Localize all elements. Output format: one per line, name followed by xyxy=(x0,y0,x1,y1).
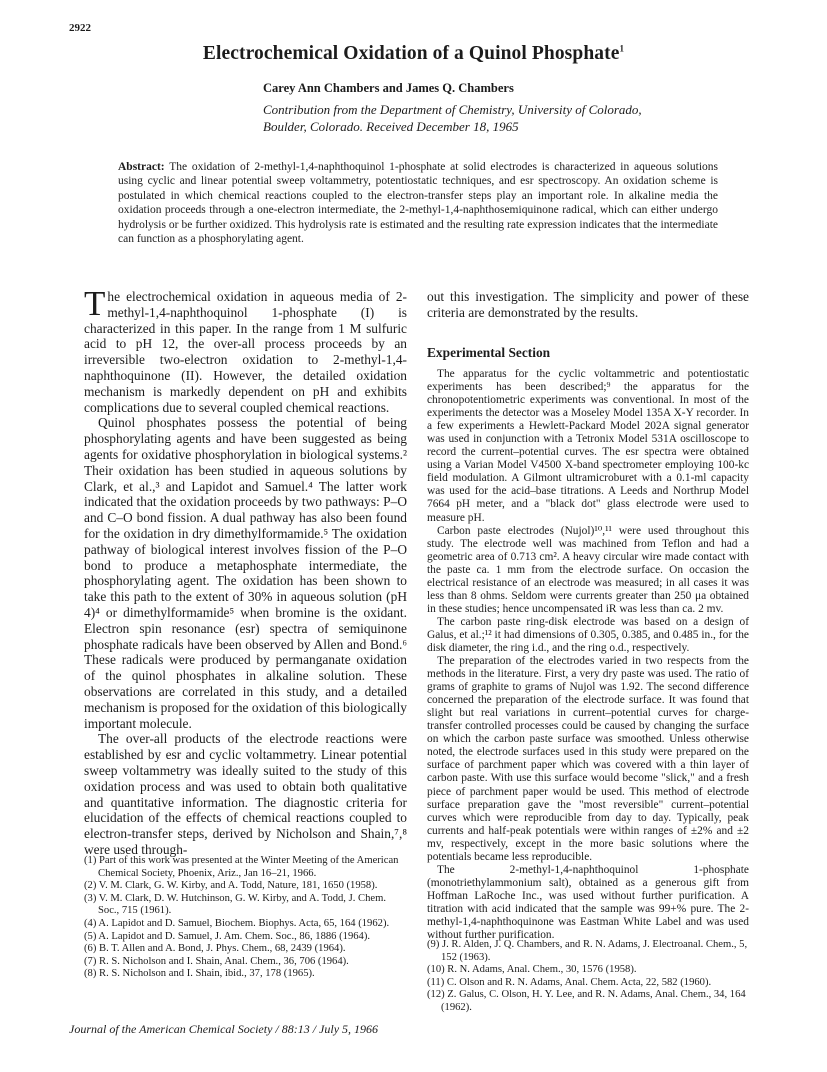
experimental-paragraph-3: The carbon paste ring-disk electrode was based on a design of Galus, et al.;¹² it had dimensions of 0.305, 0.385, and 0.485 in., for the disk diameter, the ring i.d., and the ring o.d., respectively. xyxy=(427,615,749,654)
footnote: (10) R. N. Adams, Anal. Chem., 30, 1576 (1958). xyxy=(427,964,637,976)
intro-paragraph-1 xyxy=(84,284,407,415)
footnote: (1) Part of this work was presented at the Winter Meeting of the American Chemical Society, Phoenix, Ariz., Jan 16–21, 1966. xyxy=(84,855,399,879)
journal-footer: Journal of the American Chemical Society / 88:13 / July 5, 1966 xyxy=(69,1022,379,1036)
experimental-section-body xyxy=(427,368,749,942)
footnote: (3) V. M. Clark, D. W. Hutchinson, G. W. Kirby, and A. Todd, J. Chem. Soc., 715 (1961). xyxy=(84,892,386,917)
article-title xyxy=(0,43,827,65)
footnote: (12) Z. Galus, C. Olson, H. Y. Lee, and R. N. Adams, Anal. Chem., 34, 164 (1962). xyxy=(427,989,746,1013)
abstract xyxy=(118,160,718,246)
footnote: (7) R. S. Nicholson and I. Shain, Anal. Chem., 36, 706 (1964). xyxy=(84,955,349,967)
footnotes-right xyxy=(427,939,749,1015)
intro-paragraph-2: Quinol phosphates possess the potential of being phosphorylating agents and have been suggested as being agents for oxidative phosphorylation in biological systems.² Their oxidation has been studied in aqueous solutions by Clark, et al.,³ and Lapidot and Samuel.⁴ The latter work indicated that the oxidation proceeds by two pathways: P–O and C–O bond fission. A dual pathway has also been found for the oxidation in dry dimethylformamide.⁵ The oxidation pathway of biological interest involves fission of the P–O bond to produce a metaphosphate intermediate, the phosphorylating agent. The oxidation has been shown to take this path to the extent of 30% in aqueous solution (pH 4)⁴ or dimethylformamide⁵ when bromine is the oxidant. Electron spin resonance (esr) spectra of semiquinone phosphate radicals have been observed by Allen and Bond.⁶ These radicals were produced by permanganate oxidation of the quinol phosphates in alkaline solution. These observations are correlated in this study, and a detailed mechanism is proposed for the oxidation of this biologically important molecule. xyxy=(84,415,407,731)
drop-cap: T xyxy=(84,284,106,323)
experimental-paragraph-2: Carbon paste electrodes (Nujol)¹⁰,¹¹ were used throughout this study. The electrode well was machined from Teflon and had a geometric area of 0.713 cm². A heavy circular wire made contact with the paste ca. 1 mm from the electrode surface. On occasion the electrical resistance of an electrode was measured; in all cases it was less than 8 ohms. Seldom were currents greater than 250 μa obtained in these studies; hence uncompensated iR was less than ca. 2 mv. xyxy=(427,524,749,615)
affiliation xyxy=(263,101,743,135)
authors: Carey Ann Chambers and James Q. Chambers xyxy=(263,81,514,95)
left-column-body xyxy=(84,284,407,858)
experimental-paragraph-4: The preparation of the electrodes varied in two respects from the methods in the literature. First, a very dry paste was used. The ratio of grams of graphite to grams of Nujol was 1.92. The second difference concerned the preparation of the electrode surface. It was found that slight but real variations in current–potential curves for charge-transfer controlled processes could be caused by changing the surface on which the carbon paste surface was smoothed. Unless otherwise noted, the electrode surfaces used in this study were prepared on the surface of parchment paper which was covered with a thin layer of carbon paste. With use this surface would become "slick," and a fresh piece of parchment paper would be used. This method of electrode surface preparation gave the "most reversible" current–potential curves which were reproducible from day to day. Typically, peak currents and half-peak potentials were within ranges of ±2% and ±2 mv, respectively, except in the more basic solutions where the potentials became less reproducible. xyxy=(427,655,749,863)
intro-paragraph-3: The over-all products of the electrode reactions were established by esr and cyclic voltammetry. Linear potential sweep voltammetry was ideally suited to the study of this oxidation process and was used to obtain both qualitative and quantitative information. The diagnostic criteria for elucidation of the effects of chemical reactions coupled to electron-transfer steps, derived by Nicholson and Shain,⁷,⁸ were used through- xyxy=(84,731,407,857)
footnotes-left xyxy=(84,855,407,981)
title-text: Electrochemical Oxidation of a Quinol Phosphate xyxy=(202,43,620,64)
footnote: (5) A. Lapidot and D. Samuel, J. Am. Chem. Soc., 86, 1886 (1964). xyxy=(84,930,371,942)
abstract-text: The oxidation of 2-methyl-1,4-naphthoquinol 1-phosphate at solid electrodes is characterized in aqueous solutions using cyclic and linear potential sweep voltammetry, potentiostatic techniques, and esr spectroscopy. An oxidation scheme is postulated in which chemical reactions coupled to the electron-transfer steps play an important role. In alkaline media the oxidation proceeds through a one-electron intermediate, the 2-methyl-1,4-naphthosemiquinone radical, which can either undergo hydrolysis or be further oxidized. This hydrolysis rate is estimated and the resulting rate expression indicates that the intermediate can function as a phosphorylating agent. xyxy=(118,161,718,246)
intro-paragraph-1-text: he electrochemical oxidation in aqueous media of 2-methyl-1,4-naphthoquinol 1-phosphate (I) is characterized in this paper. In the range from 1 M sulfuric acid to pH 12, the over-all process proceeds by an irreversible two-electron oxidation to 2-methyl-1,4-naphthoquinone (II). However, the detailed oxidation mechanism is markedly dependent on pH and exhibits complications due to several coupled chemical reactions. xyxy=(84,289,407,415)
right-column-intro: out this investigation. The simplicity and power of these criteria are demonstrated by the results. xyxy=(427,289,749,320)
affiliation-line-2: Boulder, Colorado. Received December 18, 1965 xyxy=(263,119,519,134)
experimental-paragraph-1: The apparatus for the cyclic voltammetric and potentiostatic experiments has been described;⁹ the apparatus for the chronopotentiometric experiments was conventional. In most of the experiments the detector was a Moseley Model 135A X-Y recorder. In a few experiments a Hewlett-Packard Model 202A signal generator was used in conjunction with a Tetronix Model 531A oscilloscope to record the current–potential curves. The esr spectra were obtained using a Varian Model V4500 X-band spectrometer employing 100-kc field modulation. A Gilmont ultramicroburet with a 0.1-ml capacity was used for the acid–base titrations. A Leeds and Northrup Model 7664 pH meter, and a "black dot" glass electrode were used to measure pH. xyxy=(427,368,749,524)
abstract-label: Abstract: xyxy=(118,161,165,173)
affiliation-line-1: Contribution from the Department of Chemistry, University of Colorado, xyxy=(263,102,642,117)
footnote: (2) V. M. Clark, G. W. Kirby, and A. Todd, Nature, 181, 1650 (1958). xyxy=(84,880,378,892)
footnote: (4) A. Lapidot and D. Samuel, Biochem. Biophys. Acta, 65, 164 (1962). xyxy=(84,917,390,929)
experimental-paragraph-5: The 2-methyl-1,4-naphthoquinol 1-phosphate (monotriethylammonium salt), obtained as a generous gift from Hoffman LaRoche Inc., was used without further purification. A titration with acid indicated that the sample was 99+% pure. The 2-methyl-1,4-naphthoquinone was Eastman White Label and was used without further purification. xyxy=(427,863,749,942)
page-number: 2922 xyxy=(69,22,91,34)
section-heading: Experimental Section xyxy=(427,345,551,360)
footnote: (8) R. S. Nicholson and I. Shain, ibid., 37, 178 (1965). xyxy=(84,968,315,980)
title-footnote-mark: 1 xyxy=(619,43,625,54)
footnote: (11) C. Olson and R. N. Adams, Anal. Chem. Acta, 22, 582 (1960). xyxy=(427,976,712,988)
footnote: (6) B. T. Allen and A. Bond, J. Phys. Chem., 68, 2439 (1964). xyxy=(84,943,346,955)
footnote: (9) J. R. Alden, J. Q. Chambers, and R. N. Adams, J. Electroanal. Chem., 5, 152 (1963). xyxy=(427,939,748,963)
